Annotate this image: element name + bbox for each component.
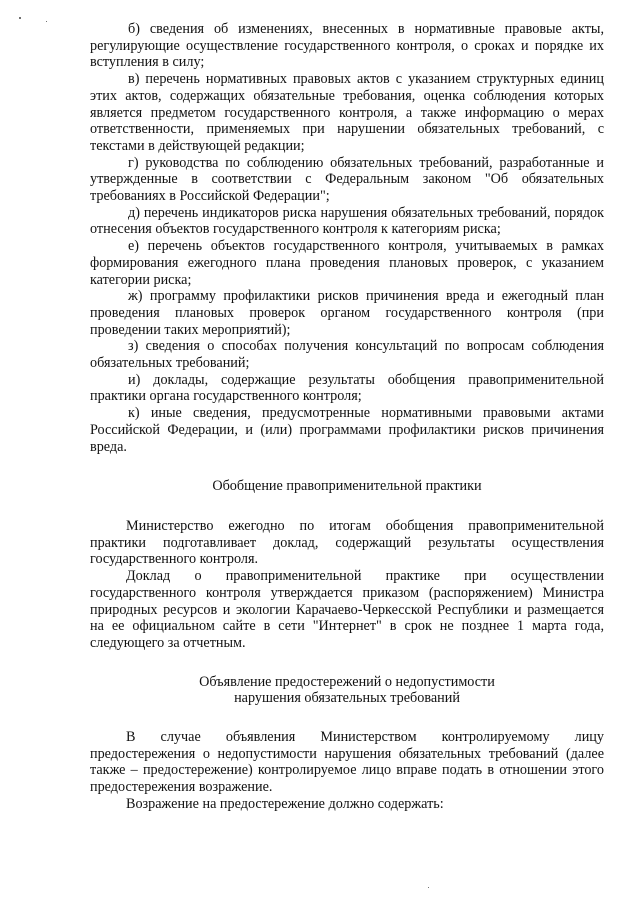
list-item-b: б) сведения об изменениях, внесенных в нормативные правовые акты, регулирующие осуществление государственного контроля, о сроках и порядке их вступления в силу; [90, 21, 604, 71]
list-item-d: д) перечень индикаторов риска нарушения обязательных требований, порядок отнесения объектов государственного контроля к категориям риска; [90, 204, 604, 238]
section1-paragraph-1: Министерство ежегодно по итогам обобщения правоприменительной практики подготавливает доклад, содержащий результаты осуществления государственного контроля. [90, 517, 604, 568]
list-item-e: е) перечень объектов государственного контроля, учитываемых в рамках формирования ежегодного плана проведения плановых проверок, с указанием категории риска; [90, 238, 604, 288]
section2-paragraph-2: Возражение на предостережение должно содержать: [126, 795, 444, 812]
list-item-zh: ж) программу профилактики рисков причинения вреда и ежегодный план проведения плановых проверок органом государственного контроля (при проведении таких мероприятий); [90, 288, 604, 338]
scan-speck [46, 21, 47, 22]
list-item-i: и) доклады, содержащие результаты обобщения правоприменительной практики органа государственного контроля; [90, 371, 604, 405]
section1-paragraph-2: Доклад о правоприменительной практике при осуществлении государственного контроля утверждается приказом (распоряжением) Министра природных ресурсов и экологии Карачаево-Черкесской Республики и размещается на ее официальном сайте в сети "Интернет" в срок не позднее 1 марта года, следующего за отчетным. [90, 568, 604, 651]
scan-speck [428, 887, 429, 888]
section-heading-warnings-line-1: Объявление предостережений о недопустимости [199, 673, 495, 690]
list-item-g: г) руководства по соблюдению обязательных требований, разработанные и утвержденные в соответствии с Федеральным законом "Об обязательных требованиях в Российской Федерации"; [90, 154, 604, 205]
list-item-v: в) перечень нормативных правовых актов с указанием структурных единиц этих актов, содержащих обязательные требования, оценка соблюдения которых является предметом государственного контроля, а также информацию о мерах ответственности, применяемых при нарушении обязательных требований, с текстами в действующей редакции; [90, 71, 604, 154]
list-item-z: з) сведения о способах получения консультаций по вопросам соблюдения обязательных требований; [90, 338, 604, 372]
section-heading-practice: Обобщение правоприменительной практики [212, 478, 482, 495]
section2-paragraph-1: В случае объявления Министерством контролируемому лицу предостережения о недопустимости нарушения обязательных требований (далее также – предостережение) контролируемое лицо вправе подать в отношении этого предостережения возражение. [90, 729, 604, 796]
scan-speck [19, 17, 21, 19]
list-item-k: к) иные сведения, предусмотренные нормативными правовыми актами Российской Федерации, и (или) программами профилактики рисков причинения вреда. [90, 405, 604, 455]
document-body [90, 21, 604, 813]
section-heading-warnings-line-2: нарушения обязательных требований [234, 690, 460, 707]
